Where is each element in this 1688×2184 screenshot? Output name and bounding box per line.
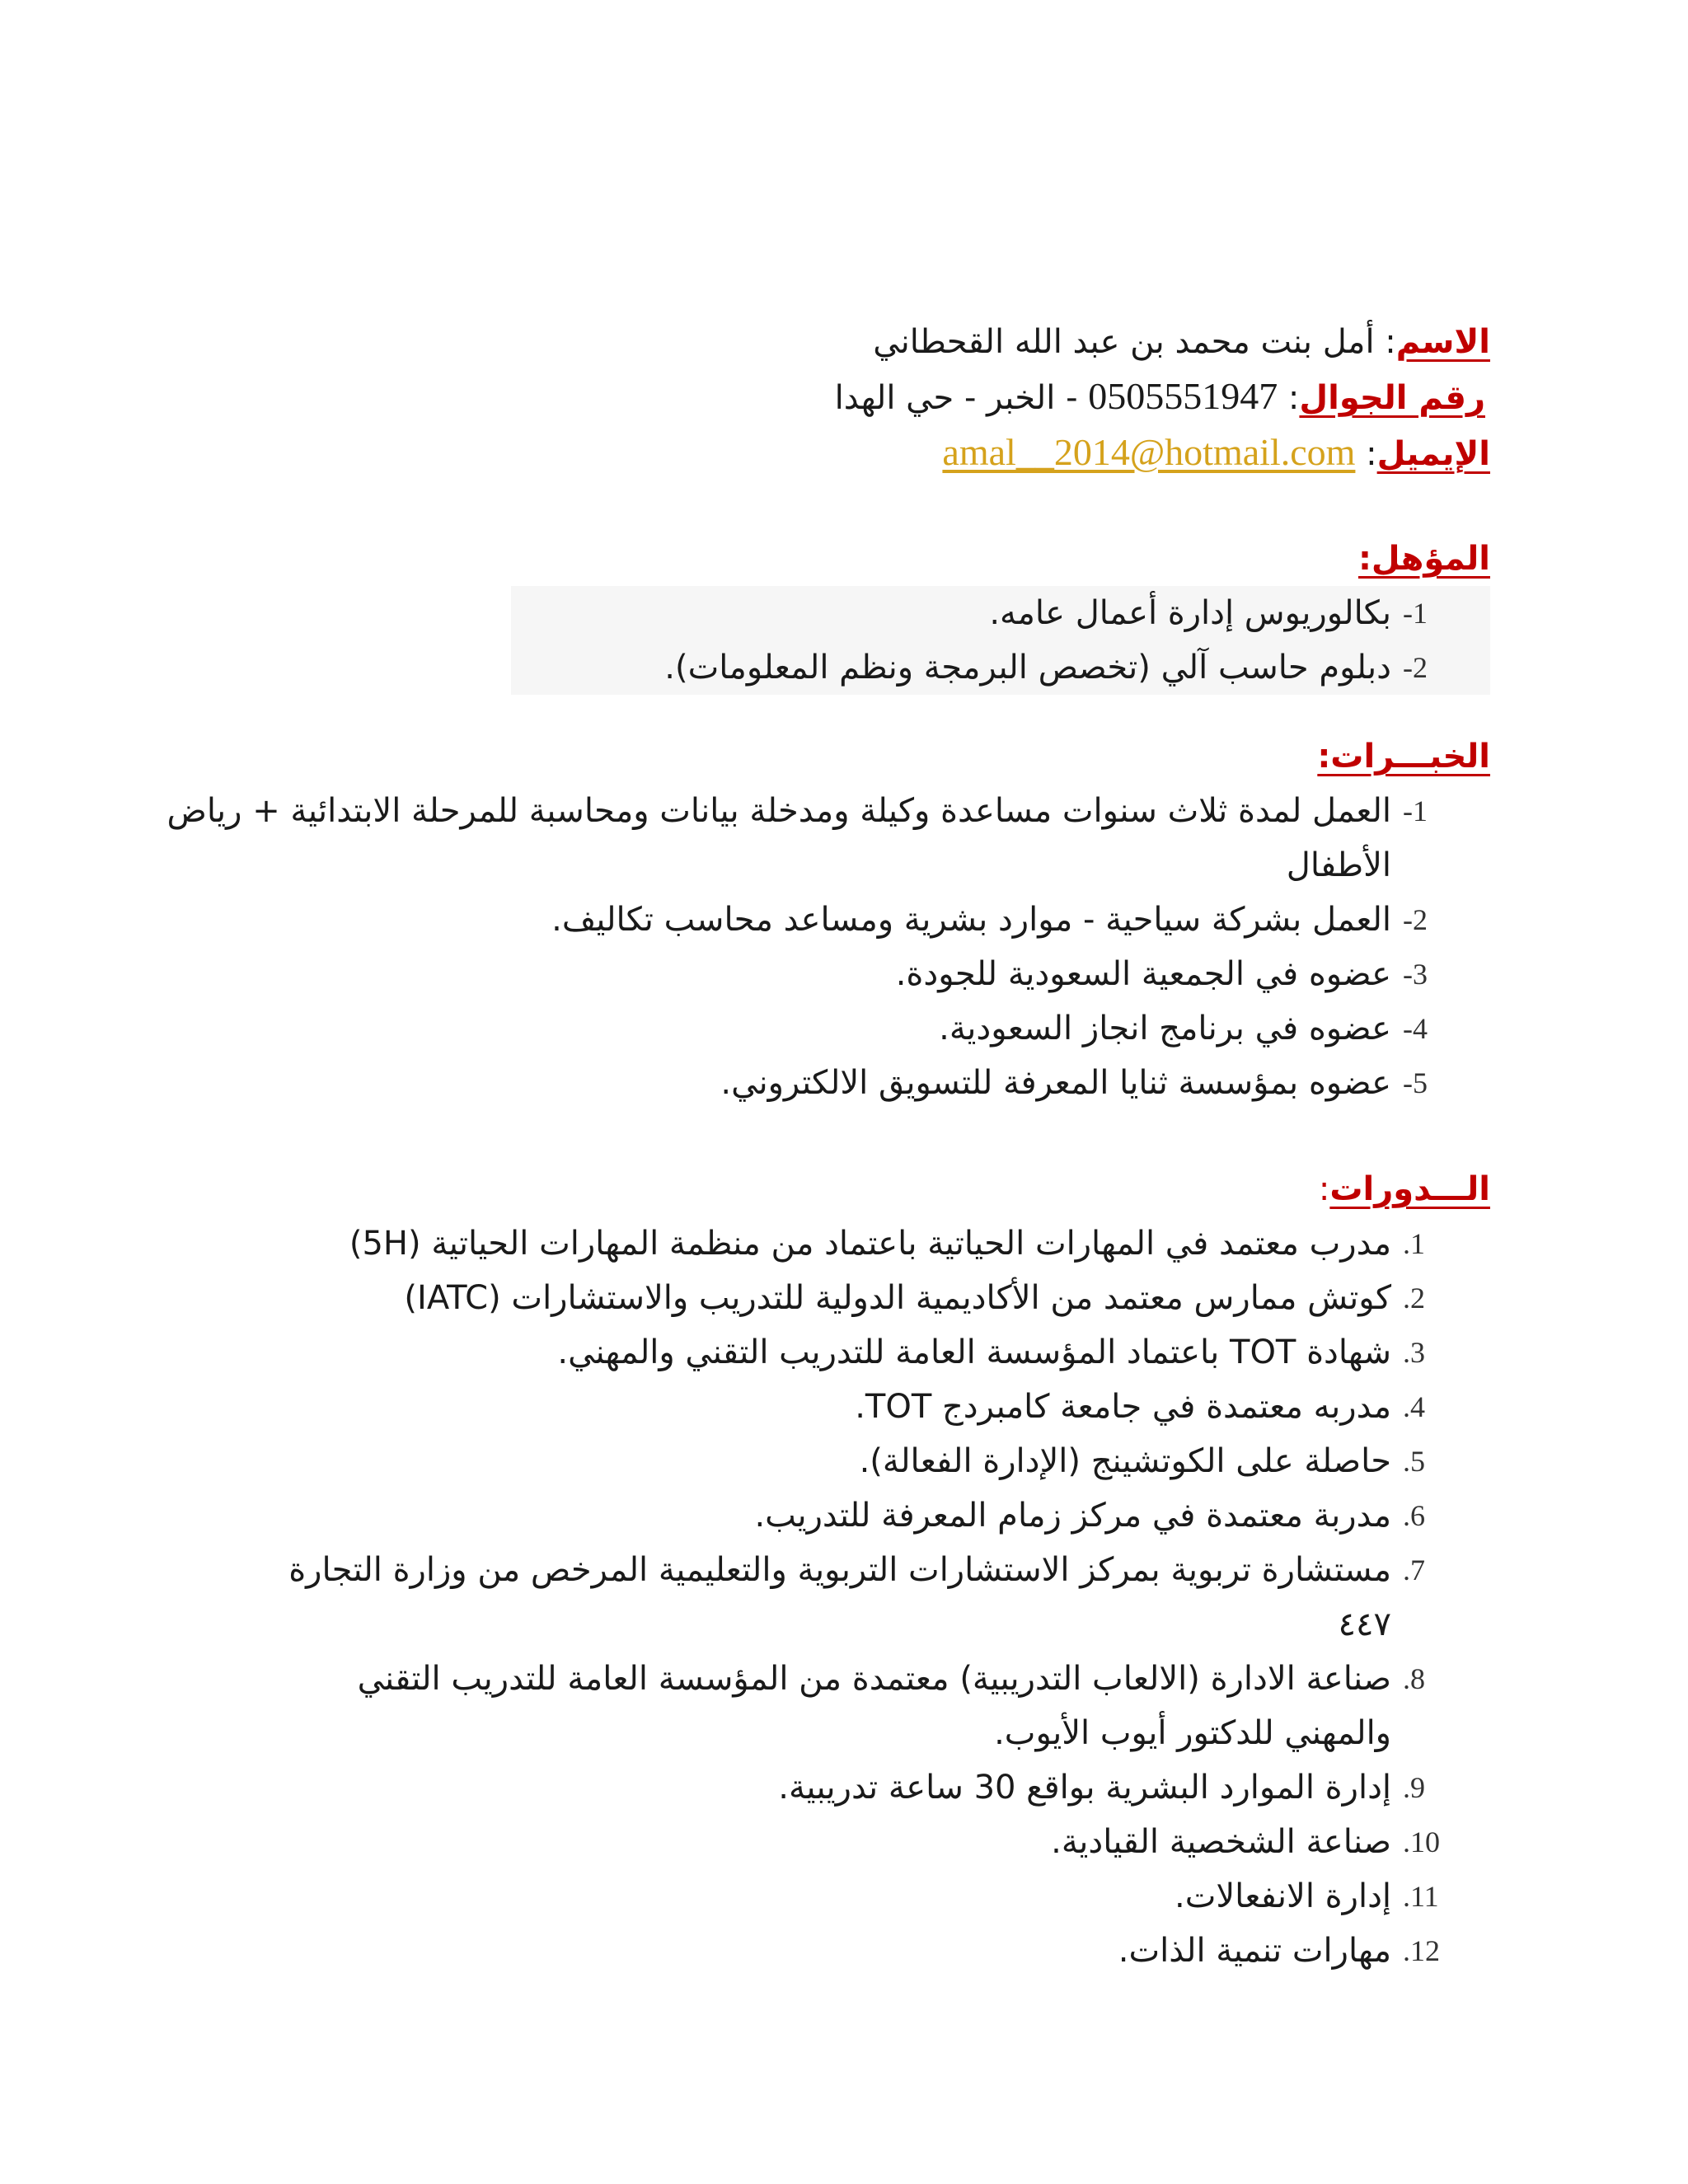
list-item-number: .2: [1403, 1282, 1425, 1315]
list-item-number: -2: [1403, 651, 1428, 684]
list-item: [165, 1056, 1490, 1110]
list-item-number: .5: [1403, 1445, 1425, 1478]
name-value: أمل بنت محمد بن عبد الله القحطاني: [873, 323, 1375, 361]
experience-section: [165, 729, 1490, 1110]
list-item: [256, 1869, 1490, 1924]
list-item-text: إدارة الانفعالات.: [1175, 1877, 1391, 1915]
list-item-text: مدربه معتمدة في جامعة كامبردج TOT.: [855, 1388, 1391, 1426]
list-item: [165, 1001, 1490, 1056]
experience-heading: الخبـــرات:: [1317, 738, 1490, 776]
list-item-text: العمل بشركة سياحية - موارد بشرية ومساعد محاسب تكاليف.: [551, 901, 1391, 939]
list-item: [165, 784, 1490, 893]
list-item-number: -3: [1403, 958, 1428, 991]
qualifications-list: [511, 586, 1490, 695]
email-link[interactable]: amal__2014@hotmail.com: [942, 431, 1356, 473]
mobile-label: رقم الجوال: [1299, 379, 1485, 417]
list-item-number: .12: [1403, 1934, 1440, 1967]
list-item-number: .11: [1403, 1880, 1439, 1913]
email-label: الإيميل: [1376, 435, 1490, 473]
list-item-text: عضوه في برنامج انجاز السعودية.: [939, 1010, 1391, 1047]
experience-list: [165, 784, 1490, 1110]
list-item-text: مستشارة تربوية بمركز الاستشارات التربوية والتعليمية المرخص من وزارة التجارة ٤٤٧: [288, 1551, 1391, 1643]
list-item-number: -2: [1403, 903, 1428, 936]
qualifications-heading: المؤهل:: [1357, 540, 1490, 578]
list-item-number: .4: [1403, 1390, 1425, 1423]
list-item-text: بكالوريوس إدارة أعمال عامه.: [989, 594, 1391, 632]
name-line: الاسم: أمل بنت محمد بن عبد الله القحطاني: [873, 323, 1490, 361]
courses-section: [165, 1162, 1490, 1978]
list-item: [165, 947, 1490, 1001]
mobile-location: - الخبر - حي الهدا: [834, 379, 1078, 417]
list-item: [511, 640, 1490, 695]
list-item-text: كوتش ممارس معتمد من الأكاديمية الدولية للتدريب والاستشارات (IATC): [404, 1279, 1391, 1317]
list-item-number: .10: [1403, 1825, 1440, 1858]
list-item-number: .6: [1403, 1499, 1425, 1532]
qualifications-section: [165, 532, 1490, 695]
mobile-number: 0505551947: [1088, 375, 1278, 417]
list-item: [256, 1325, 1490, 1380]
list-item: [256, 1434, 1490, 1488]
list-item-text: صناعة الادارة (الالعاب التدريبية) معتمدة من المؤسسة العامة للتدريب التقني والمهني للدكتور أيوب الأيوب.: [357, 1660, 1391, 1752]
list-item-text: مهارات تنمية الذات.: [1118, 1932, 1391, 1970]
courses-heading: الـــدورات:: [1318, 1170, 1490, 1208]
list-item: [256, 1271, 1490, 1325]
list-item-text: العمل لمدة ثلاث سنوات مساعدة وكيلة ومدخلة بيانات ومحاسبة للمرحلة الابتدائية + رياض الأطفال: [166, 792, 1391, 884]
list-item-number: -1: [1403, 597, 1428, 630]
list-item-text: مدربة معتمدة في مركز زمام المعرفة للتدريب.: [754, 1497, 1391, 1535]
list-item-number: .9: [1403, 1771, 1425, 1804]
list-item: [256, 1488, 1490, 1543]
list-item: [256, 1924, 1490, 1978]
list-item: [256, 1652, 1490, 1760]
list-item: [256, 1543, 1490, 1652]
list-item-number: -4: [1403, 1012, 1428, 1045]
list-item: [256, 1760, 1490, 1815]
list-item-text: دبلوم حاسب آلي (تخصص البرمجة ونظم المعلومات).: [664, 649, 1391, 687]
list-item-text: مدرب معتمد في المهارات الحياتية باعتماد من منظمة المهارات الحياتية (5H): [349, 1225, 1391, 1263]
list-item-number: .7: [1403, 1554, 1425, 1586]
list-item-text: حاصلة على الكوتشينج (الإدارة الفعالة).: [859, 1442, 1391, 1480]
name-label: الاسم: [1395, 323, 1490, 361]
list-item: [256, 1815, 1490, 1869]
email-line: الإيميل: amal__2014@hotmail.com: [942, 431, 1490, 473]
list-item-number: .8: [1403, 1662, 1425, 1695]
list-item-text: شهادة TOT باعتماد المؤسسة العامة للتدريب التقني والمهني.: [557, 1333, 1391, 1371]
courses-list: [256, 1216, 1490, 1978]
mobile-line: رقم الجوال: 0505551947 - الخبر - حي الهدا: [834, 375, 1485, 417]
list-item-text: صناعة الشخصية القيادية.: [1051, 1823, 1391, 1861]
list-item-text: إدارة الموارد البشرية بواقع 30 ساعة تدريبية.: [778, 1769, 1391, 1807]
list-item-text: عضوه بمؤسسة ثنايا المعرفة للتسويق الالكتروني.: [720, 1064, 1391, 1102]
list-item-number: .3: [1403, 1336, 1425, 1369]
list-item-text: عضوه في الجمعية السعودية للجودة.: [895, 955, 1391, 993]
list-item: [256, 1380, 1490, 1434]
list-item-number: .1: [1403, 1227, 1425, 1260]
list-item: [511, 586, 1490, 640]
list-item: [256, 1216, 1490, 1271]
list-item-number: -1: [1403, 794, 1428, 827]
contact-block: [165, 315, 1490, 481]
list-item: [165, 893, 1490, 947]
list-item-number: -5: [1403, 1066, 1428, 1099]
